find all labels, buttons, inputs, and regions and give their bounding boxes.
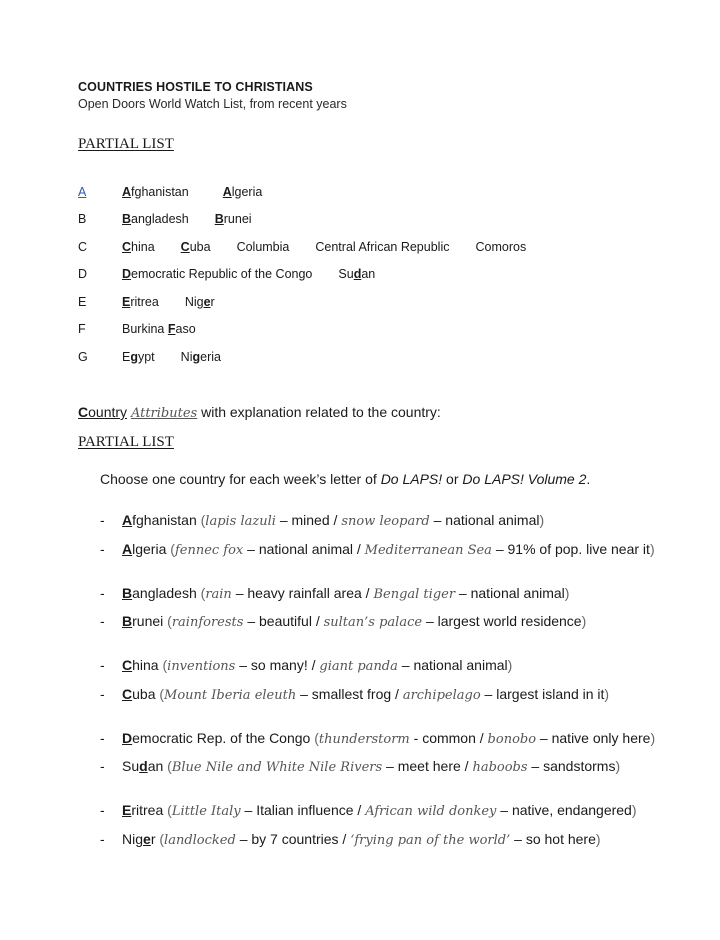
country-letter: d [139,758,148,774]
country-letter: E [122,802,132,818]
country-name: Democratic Republic of the Congo [122,267,313,281]
letter-countries [122,295,241,309]
attribute-one: lapis lazuli [205,514,276,529]
attribute-two: giant panda [319,659,398,674]
country-suffix: angladesh [132,585,197,601]
attribute-one-desc: – mined / [275,512,342,528]
attribute-two-desc: – sandstorms [527,758,616,774]
attribute-text: Brunei (rainforests – beautiful / sultan’s palace – largest world residence) [122,613,587,630]
attribute-one-desc: – meet here / [382,758,473,774]
attribute-two: African wild donkey [365,804,497,819]
attribute-text: Niger (landlocked – by 7 countries / ‘frying pan of the world’ – so hot here) [122,831,601,848]
letter-countries [122,212,278,226]
country-suffix: hina [132,657,159,673]
attribute-two: snow leopard [341,514,430,529]
attribute-text: Algeria (fennec fox – national animal / Mediterranean Sea – 91% of pop. live near it) [122,541,655,558]
attribute-text: Bangladesh (rain – heavy rainfall area / Bengal tiger – national animal) [122,585,570,602]
attribute-two: sultan’s palace [323,615,423,630]
section-label-partial-list: PARTIAL LIST [78,136,174,152]
country-suffix: emocratic Rep. of the Congo [132,730,311,746]
attribute-two: ‘frying pan of the world’ [350,833,511,848]
attribute-text: China (inventions – so many! / giant panda – national animal) [122,657,513,674]
bullet-dash: - [100,613,105,629]
letter-key: C [78,240,88,254]
country-letter: B [122,585,133,601]
attribute-one: rainforests [171,615,244,630]
country-name: Central African Republic [315,240,450,254]
attribute-one-desc: – Italian influence / [240,802,366,818]
letter-countries [122,322,222,336]
country-suffix: r [150,831,156,847]
attribute-two-desc: – so hot here [510,831,596,847]
country-suffix: an [147,758,164,774]
bullet-dash: - [100,831,105,847]
attribute-two: archipelago [402,688,481,703]
country-suffix: ritrea [131,802,164,818]
letter-key: F [78,322,86,336]
bullet-dash: - [100,541,105,557]
country-name: Brunei [214,212,252,226]
letter-countries [122,240,552,254]
bullet-dash: - [100,758,105,774]
attribute-one: landlocked [164,833,236,848]
section-label-partial-list-2: PARTIAL LIST [78,434,174,450]
country-name: Cuba [180,240,211,254]
attribute-two-desc: – native only here [536,730,651,746]
country-name: Nigeria [180,350,221,364]
page-subtitle: Open Doors World Watch List, from recent years [78,97,347,111]
letter-key: B [78,212,87,226]
letter-key: E [78,295,87,309]
letter-key[interactable]: A [78,185,87,199]
country-letter: A [122,541,133,557]
country-name: Burkina Faso [122,322,196,336]
attribute-two-desc: – native, endangered [496,802,632,818]
country-name: Sudan [338,267,376,281]
intro-text: Choose one country for each week’s letter of Do LAPS! or Do LAPS! Volume 2. [100,471,591,487]
bullet-dash: - [100,686,105,702]
attribute-one: thunderstorm [318,732,410,747]
attribute-two-desc: – largest island in it [480,686,605,702]
country-suffix: lgeria [132,541,167,557]
attribute-text: Democratic Rep. of the Congo (thunderstorm - common / bonobo – native only here) [122,730,656,747]
bullet-dash: - [100,512,105,528]
attribute-two-desc: – 91% of pop. live near it [491,541,650,557]
country-name: Bangladesh [122,212,189,226]
attribute-text: Eritrea (Little Italy – Italian influence / African wild donkey – native, endangered) [122,802,637,819]
country-letter: B [122,613,133,629]
attribute-two: bonobo [487,732,537,747]
country-letter: C [122,657,133,673]
attribute-one-desc: – by 7 countries / [235,831,351,847]
attribute-text: Afghanistan (lapis lazuli – mined / snow leopard – national animal) [122,512,545,529]
country-name: Eritrea [122,295,159,309]
attribute-two-desc: – national animal [455,585,565,601]
bullet-dash: - [100,585,105,601]
attribute-one: rain [205,587,232,602]
letter-countries [122,350,247,364]
country-name: China [122,240,155,254]
country-name: Columbia [236,240,290,254]
attribute-one: fennec fox [174,543,244,558]
attribute-one: Little Italy [171,804,241,819]
attribute-one-desc: - common / [409,730,488,746]
attribute-one: Blue Nile and White Nile Rivers [171,760,383,775]
country-name: Afghanistan [122,185,189,199]
attribute-one: inventions [167,659,236,674]
attribute-text: Cuba (Mount Iberia eleuth – smallest frog / archipelago – largest island in it) [122,686,610,703]
bullet-dash: - [100,730,105,746]
page-title: COUNTRIES HOSTILE TO CHRISTIANS [78,80,313,94]
attribute-one-desc: – heavy rainfall area / [231,585,374,601]
country-name: Algeria [222,185,263,199]
bullet-dash: - [100,802,105,818]
attribute-one-desc: – beautiful / [243,613,324,629]
country-name: Comoros [475,240,527,254]
country-name: Niger [184,295,215,309]
attribute-two-desc: – largest world residence [422,613,582,629]
country-suffix: runei [132,613,164,629]
attribute-two: Bengal tiger [373,587,456,602]
attribute-two: haboobs [472,760,528,775]
letter-key: D [78,267,88,281]
country-suffix: fghanistan [132,512,197,528]
country-letter: C [122,686,133,702]
attribute-two-desc: – national animal [429,512,540,528]
bullet-dash: - [100,657,105,673]
attribute-two-desc: – national animal [397,657,508,673]
attributes-heading: Country Attributes with explanation related to the country: [78,404,441,421]
letter-key: G [78,350,88,364]
letter-countries [122,267,401,281]
country-prefix: Su [122,758,140,774]
letter-countries [122,185,296,199]
attribute-two: Mediterranean Sea [364,543,492,558]
attribute-text: Sudan (Blue Nile and White Nile Rivers – meet here / haboobs – sandstorms) [122,758,621,775]
country-prefix: Nig [122,831,144,847]
country-name: Egypt [122,350,155,364]
attribute-one: Mount Iberia eleuth [164,688,297,703]
attribute-one-desc: – so many! / [235,657,320,673]
country-letter: D [122,730,133,746]
country-suffix: uba [132,686,156,702]
country-letter: e [143,831,151,847]
attribute-one-desc: – national animal / [243,541,365,557]
attribute-one-desc: – smallest frog / [296,686,403,702]
country-letter: A [122,512,133,528]
